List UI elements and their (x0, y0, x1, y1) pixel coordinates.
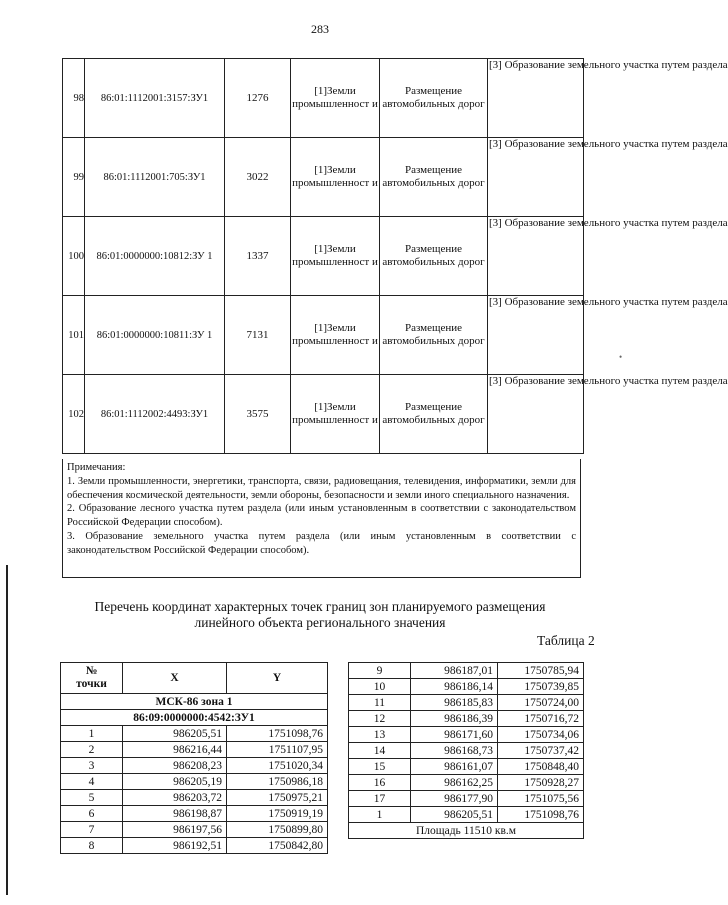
area-row (349, 823, 584, 839)
point-number: 14 (349, 743, 411, 759)
section-heading-line-1: Перечень координат характерных точек границ зон планируемого размещения (94, 599, 546, 614)
table-row (349, 759, 584, 775)
point-number-header-line-1: № (85, 665, 98, 677)
table-row (61, 774, 328, 790)
point-number: 13 (349, 727, 411, 743)
table-row (349, 663, 584, 679)
table-label: Таблица 2 (537, 633, 595, 648)
table-row (349, 727, 584, 743)
scan-mark: • (619, 352, 623, 362)
y-value: 1750928,27 (498, 775, 584, 791)
y-value: 1750716,72 (498, 711, 584, 727)
y-value: 1750975,21 (227, 790, 328, 806)
row-number: 98 (63, 59, 85, 138)
land-category: [1]Земли промышленност и (291, 217, 380, 296)
y-value: 1750919,19 (227, 806, 328, 822)
land-plots-table-body (63, 59, 728, 454)
point-number: 15 (349, 759, 411, 775)
row-number: 102 (63, 375, 85, 454)
point-number-header (61, 663, 123, 694)
x-value: 986205,51 (123, 726, 227, 742)
y-value: 1751020,34 (227, 758, 328, 774)
table-row (61, 790, 328, 806)
zone-row (61, 694, 328, 710)
section-heading-line-2: линейного объекта регионального значения (194, 615, 446, 630)
table-row (61, 822, 328, 838)
point-number: 8 (61, 838, 123, 854)
table-row (349, 695, 584, 711)
x-value: 986162,25 (411, 775, 498, 791)
x-value: 986177,90 (411, 791, 498, 807)
x-value: 986186,14 (411, 679, 498, 695)
permitted-use: Размещение автомобильных дорог (380, 375, 488, 454)
cadastral-number: 86:01:1112001:3157:ЗУ1 (85, 59, 225, 138)
x-value: 986205,51 (411, 807, 498, 823)
row-number: 100 (63, 217, 85, 296)
x-value: 986171,60 (411, 727, 498, 743)
land-category: [1]Земли промышленност и (291, 138, 380, 217)
y-value: 1750785,94 (498, 663, 584, 679)
y-value: 1750986,18 (227, 774, 328, 790)
table-row (349, 679, 584, 695)
cadastral-label: 86:09:0000000:4542:ЗУ1 (61, 710, 328, 726)
x-value: 986203,72 (123, 790, 227, 806)
table-row (63, 375, 584, 454)
notes-title: Примечания: (67, 462, 126, 473)
land-category: [1]Земли промышленност и (291, 59, 380, 138)
area-value: 3575 (225, 375, 291, 454)
y-value: 1751098,76 (498, 807, 584, 823)
point-number: 12 (349, 711, 411, 727)
note-2: 2. Образование лесного участка путем раздела (или иным установленным в соответствии с законодательством Российской Федерации способом). (67, 503, 576, 529)
table-row (349, 791, 584, 807)
row-number: 99 (63, 138, 85, 217)
table-row (349, 807, 584, 823)
table-row (349, 775, 584, 791)
x-value: 986208,23 (123, 758, 227, 774)
y-value: 1750739,85 (498, 679, 584, 695)
cadastral-number: 86:01:0000000:10812:ЗУ 1 (85, 217, 225, 296)
formation-note: [3] Образование земельного участка путем раздела (488, 296, 584, 375)
x-value: 986187,01 (411, 663, 498, 679)
y-value: 1750724,00 (498, 695, 584, 711)
section-heading (0, 599, 640, 631)
row-number: 101 (63, 296, 85, 375)
table-row (63, 59, 584, 138)
x-value: 986192,51 (123, 838, 227, 854)
x-value: 986161,07 (411, 759, 498, 775)
table-row (61, 726, 328, 742)
point-number: 7 (61, 822, 123, 838)
coordinates-table-right-body (349, 663, 584, 839)
area-value: 1276 (225, 59, 291, 138)
y-header: Y (227, 663, 328, 694)
area-value: 1337 (225, 217, 291, 296)
formation-note: [3] Образование земельного участка путем раздела (488, 375, 584, 454)
x-value: 986198,87 (123, 806, 227, 822)
table-row (63, 217, 584, 296)
formation-note: [3] Образование земельного участка путем раздела (488, 138, 584, 217)
point-number: 6 (61, 806, 123, 822)
point-number: 2 (61, 742, 123, 758)
x-value: 986205,19 (123, 774, 227, 790)
table-row (61, 758, 328, 774)
area-value: 7131 (225, 296, 291, 375)
permitted-use: Размещение автомобильных дорог (380, 217, 488, 296)
cadastral-number: 86:01:1112002:4493:ЗУ1 (85, 375, 225, 454)
table-row (61, 838, 328, 854)
cadastral-row (61, 710, 328, 726)
point-number: 9 (349, 663, 411, 679)
point-number: 1 (349, 807, 411, 823)
y-value: 1751098,76 (227, 726, 328, 742)
point-number: 3 (61, 758, 123, 774)
point-number: 5 (61, 790, 123, 806)
zone-label: МСК-86 зона 1 (61, 694, 328, 710)
permitted-use: Размещение автомобильных дорог (380, 138, 488, 217)
point-number: 1 (61, 726, 123, 742)
table-row (61, 806, 328, 822)
page-number: 283 (311, 22, 329, 36)
point-number: 17 (349, 791, 411, 807)
table-row (63, 138, 584, 217)
land-plots-table (62, 58, 728, 454)
notes-block (62, 459, 581, 578)
y-value: 1750899,80 (227, 822, 328, 838)
cadastral-number: 86:01:1112001:705:ЗУ1 (85, 138, 225, 217)
y-value: 1750737,42 (498, 743, 584, 759)
table-row (349, 743, 584, 759)
coordinates-table-right (348, 662, 584, 839)
table-row (349, 711, 584, 727)
point-number: 10 (349, 679, 411, 695)
permitted-use: Размещение автомобильных дорог (380, 296, 488, 375)
coordinates-table-left-body (61, 694, 328, 854)
point-number: 16 (349, 775, 411, 791)
y-value: 1750848,40 (498, 759, 584, 775)
x-value: 986168,73 (411, 743, 498, 759)
x-value: 986197,56 (123, 822, 227, 838)
x-value: 986186,39 (411, 711, 498, 727)
x-value: 986185,83 (411, 695, 498, 711)
area-value: 3022 (225, 138, 291, 217)
y-value: 1750842,80 (227, 838, 328, 854)
y-value: 1751107,95 (227, 742, 328, 758)
point-number: 11 (349, 695, 411, 711)
land-category: [1]Земли промышленност и (291, 375, 380, 454)
formation-note: [3] Образование земельного участка путем раздела (488, 217, 584, 296)
point-number-header-line-2: точки (76, 678, 107, 690)
x-value: 986216,44 (123, 742, 227, 758)
coordinates-table-left (60, 662, 328, 854)
note-1: 1. Земли промышленности, энергетики, транспорта, связи, радиовещания, телевидения, информатики, земли для обеспечения космической деятельности, земли обороны, безопасности и земли иного специального назначения. (67, 475, 576, 501)
coordinates-header-row (61, 663, 328, 694)
land-category: [1]Земли промышленност и (291, 296, 380, 375)
point-number: 4 (61, 774, 123, 790)
y-value: 1750734,06 (498, 727, 584, 743)
area-total: Площадь 11510 кв.м (349, 823, 584, 839)
table-row (63, 296, 584, 375)
y-value: 1751075,56 (498, 791, 584, 807)
formation-note: [3] Образование земельного участка путем раздела (488, 59, 584, 138)
table-row (61, 742, 328, 758)
permitted-use: Размещение автомобильных дорог (380, 59, 488, 138)
cadastral-number: 86:01:0000000:10811:ЗУ 1 (85, 296, 225, 375)
note-3: 3. Образование земельного участка путем раздела (или иным установленным в соответствии с законодательством Российской Федерации способом). (67, 530, 576, 556)
x-header: X (123, 663, 227, 694)
